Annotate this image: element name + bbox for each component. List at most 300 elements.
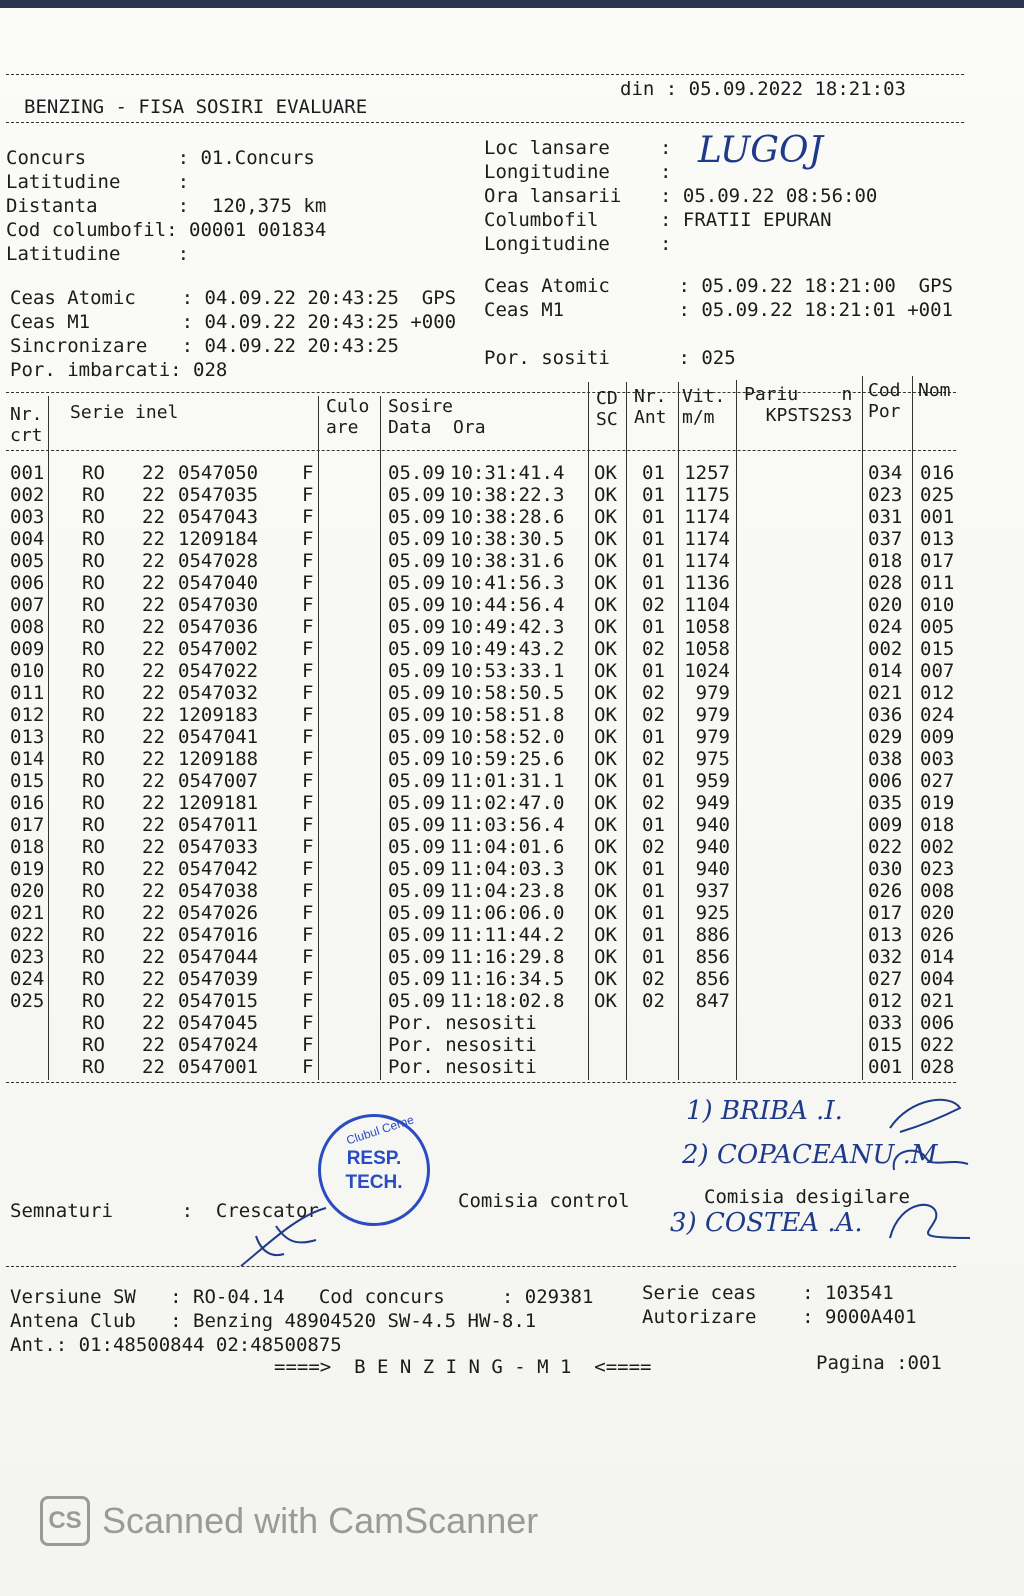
- cell-nom: 027: [920, 770, 955, 792]
- cell-ring: 0547043: [178, 506, 259, 528]
- cell-ring: 0547001: [178, 1056, 259, 1078]
- cell-cd: OK: [594, 946, 617, 968]
- cell-sex: F: [302, 770, 314, 792]
- cell-vit: 940: [695, 858, 730, 880]
- cell-sex: F: [302, 528, 314, 550]
- cell-date: 05.09: [388, 726, 446, 748]
- cell-nr: 001: [10, 462, 45, 484]
- cell-nom: 021: [920, 990, 955, 1012]
- cell-date: 05.09: [388, 550, 446, 572]
- cell-year: 22: [142, 660, 165, 682]
- info-label: Longitudine: [484, 233, 610, 255]
- cell-cod: 030: [868, 858, 903, 880]
- cell-country: RO: [82, 484, 105, 506]
- cell-ring: 0547033: [178, 836, 259, 858]
- cell-ant: 02: [642, 748, 665, 770]
- cell-date: Por. nesositi: [388, 1034, 537, 1056]
- cell-country: RO: [82, 704, 105, 726]
- cell-date: 05.09: [388, 946, 446, 968]
- cell-time: 10:58:52.0: [450, 726, 565, 748]
- cell-ant: 01: [642, 880, 665, 902]
- cell-date: 05.09: [388, 990, 446, 1012]
- cell-sex: F: [302, 726, 314, 748]
- cell-ant: 02: [642, 792, 665, 814]
- cell-country: RO: [82, 594, 105, 616]
- cell-date: Por. nesositi: [388, 1056, 537, 1078]
- cell-vit: 979: [695, 704, 730, 726]
- cell-country: RO: [82, 638, 105, 660]
- cell-ring: 0547044: [178, 946, 259, 968]
- cell-nom: 004: [920, 968, 955, 990]
- cell-cod: 002: [868, 638, 903, 660]
- cell-ant: 01: [642, 726, 665, 748]
- cell-nom: 011: [920, 572, 955, 594]
- cell-ring: 0547011: [178, 814, 259, 836]
- cell-nom: 023: [920, 858, 955, 880]
- header-sosire: Sosire Data Ora: [388, 396, 486, 438]
- cell-sex: F: [302, 1012, 314, 1034]
- column-divider: [912, 376, 913, 1080]
- cell-cd: OK: [594, 484, 617, 506]
- cell-time: 10:38:31.6: [450, 550, 565, 572]
- cell-date: 05.09: [388, 682, 446, 704]
- cell-ring: 0547026: [178, 902, 259, 924]
- cell-country: RO: [82, 792, 105, 814]
- cell-ring: 0547050: [178, 462, 259, 484]
- cell-date: 05.09: [388, 836, 446, 858]
- cell-nr: 010: [10, 660, 45, 682]
- cell-nr: 009: [10, 638, 45, 660]
- clock-info-right: [484, 274, 953, 370]
- cell-time: 10:53:33.1: [450, 660, 565, 682]
- cell-sex: F: [302, 814, 314, 836]
- cell-vit: 1175: [684, 484, 730, 506]
- header-nr-ant: Nr. Ant: [634, 386, 667, 428]
- cell-sex: F: [302, 484, 314, 506]
- cell-year: 22: [142, 484, 165, 506]
- cell-year: 22: [142, 1012, 165, 1034]
- clock-line: Ceas M1 : 04.09.22 20:43:25 +000: [10, 311, 457, 333]
- cell-sex: F: [302, 660, 314, 682]
- cell-nr: 020: [10, 880, 45, 902]
- cell-time: 10:49:43.2: [450, 638, 565, 660]
- cell-nom: 010: [920, 594, 955, 616]
- cell-country: RO: [82, 1012, 105, 1034]
- cell-nom: 028: [920, 1056, 955, 1078]
- cell-vit: 940: [695, 814, 730, 836]
- cell-year: 22: [142, 682, 165, 704]
- cell-ant: 01: [642, 902, 665, 924]
- cell-year: 22: [142, 462, 165, 484]
- cell-date: 05.09: [388, 792, 446, 814]
- cell-sex: F: [302, 748, 314, 770]
- cell-cod: 034: [868, 462, 903, 484]
- header-culoare: Culo are: [326, 396, 370, 438]
- cell-date: 05.09: [388, 572, 446, 594]
- cell-cod: 022: [868, 836, 903, 858]
- cell-time: 10:38:28.6: [450, 506, 565, 528]
- cell-country: RO: [82, 858, 105, 880]
- header-serie-inel: Serie inel: [70, 402, 179, 423]
- cell-year: 22: [142, 836, 165, 858]
- footer-antenna: Antena Club : Benzing 48904520 SW-4.5 HW-8.1: [10, 1310, 537, 1332]
- contest-info-values: : : : 05.09.22 08:56:00 : FRATII EPURAN :: [660, 137, 878, 255]
- cell-time: 10:58:50.5: [450, 682, 565, 704]
- cell-cd: OK: [594, 814, 617, 836]
- cell-nom: 012: [920, 682, 955, 704]
- cell-time: 11:16:29.8: [450, 946, 565, 968]
- info-line: Distanta : 120,375 km: [6, 195, 327, 217]
- cell-date: 05.09: [388, 902, 446, 924]
- cell-nom: 019: [920, 792, 955, 814]
- stamp-arc-text: Clubul Cerne: [344, 1112, 416, 1148]
- cell-date: 05.09: [388, 484, 446, 506]
- cell-nr: 004: [10, 528, 45, 550]
- table-header-border: [6, 450, 956, 451]
- cell-nom: 001: [920, 506, 955, 528]
- cell-nr: 011: [10, 682, 45, 704]
- cell-nom: 007: [920, 660, 955, 682]
- cell-country: RO: [82, 836, 105, 858]
- cell-time: 11:01:31.1: [450, 770, 565, 792]
- clock-line: [484, 322, 953, 346]
- info-line: Concurs : 01.Concurs: [6, 147, 315, 169]
- cell-year: 22: [142, 858, 165, 880]
- info-label: Longitudine: [484, 161, 610, 183]
- cell-year: 22: [142, 594, 165, 616]
- cell-vit: 940: [695, 836, 730, 858]
- cell-nr: 018: [10, 836, 45, 858]
- cell-time: 10:31:41.4: [450, 462, 565, 484]
- cell-ant: 01: [642, 924, 665, 946]
- cell-nr: 021: [10, 902, 45, 924]
- scan-edge: [0, 0, 1024, 8]
- document-page: [0, 8, 1024, 1596]
- cell-date: 05.09: [388, 814, 446, 836]
- cell-cod: 006: [868, 770, 903, 792]
- cell-nr: 016: [10, 792, 45, 814]
- cell-cod: 037: [868, 528, 903, 550]
- cell-vit: 979: [695, 682, 730, 704]
- cell-sex: F: [302, 1056, 314, 1078]
- cell-ring: 1209181: [178, 792, 259, 814]
- cell-time: 10:58:51.8: [450, 704, 565, 726]
- cell-sex: F: [302, 462, 314, 484]
- cell-cd: OK: [594, 638, 617, 660]
- cell-nr: 005: [10, 550, 45, 572]
- cell-cd: OK: [594, 968, 617, 990]
- cell-country: RO: [82, 660, 105, 682]
- column-divider: [48, 396, 49, 1080]
- cell-nom: 002: [920, 836, 955, 858]
- cell-nr: 003: [10, 506, 45, 528]
- cell-time: 11:02:47.0: [450, 792, 565, 814]
- cell-vit: 1104: [684, 594, 730, 616]
- header-vit: Vit. m/m: [682, 386, 726, 428]
- cell-country: RO: [82, 682, 105, 704]
- cell-ant: 01: [642, 770, 665, 792]
- cell-date: 05.09: [388, 770, 446, 792]
- cell-vit: 856: [695, 946, 730, 968]
- separator: [6, 74, 964, 75]
- cell-year: 22: [142, 1034, 165, 1056]
- cell-sex: F: [302, 550, 314, 572]
- header-pariu: Pariu n KPSTS2S3: [744, 384, 853, 426]
- cell-year: 22: [142, 572, 165, 594]
- header-cd-sc: CD SC: [596, 388, 618, 430]
- header-nr-crt: Nr. crt: [10, 404, 43, 446]
- camscanner-icon: CS: [40, 1496, 90, 1546]
- cell-cd: OK: [594, 682, 617, 704]
- cell-date: 05.09: [388, 528, 446, 550]
- cell-year: 22: [142, 770, 165, 792]
- cell-nom: 025: [920, 484, 955, 506]
- handwritten-signatory-2: 2) COPACEANU .M: [682, 1140, 938, 1170]
- cell-time: 11:04:23.8: [450, 880, 565, 902]
- cell-ring: 0547015: [178, 990, 259, 1012]
- cell-nom: 005: [920, 616, 955, 638]
- cell-cod: 012: [868, 990, 903, 1012]
- cell-cod: 020: [868, 594, 903, 616]
- cell-ring: 0547042: [178, 858, 259, 880]
- cell-cd: OK: [594, 660, 617, 682]
- footer-device: ====> B E N Z I N G - M 1 <====: [274, 1356, 652, 1378]
- cell-cd: OK: [594, 748, 617, 770]
- cell-vit: 937: [695, 880, 730, 902]
- cell-vit: 959: [695, 770, 730, 792]
- cell-ring: 0547024: [178, 1034, 259, 1056]
- cell-ant: 01: [642, 550, 665, 572]
- watermark-text: Scanned with CamScanner: [102, 1500, 539, 1541]
- cell-ring: 0547039: [178, 968, 259, 990]
- cell-nom: 026: [920, 924, 955, 946]
- cell-vit: 1024: [684, 660, 730, 682]
- cell-country: RO: [82, 616, 105, 638]
- cell-date: 05.09: [388, 748, 446, 770]
- info-label: Loc lansare: [484, 137, 610, 159]
- stamp-line-2: TECH.: [345, 1172, 403, 1193]
- cell-year: 22: [142, 990, 165, 1012]
- cell-nom: 006: [920, 1012, 955, 1034]
- cell-vit: 886: [695, 924, 730, 946]
- info-line: Latitudine :: [6, 171, 190, 193]
- page-number: Pagina :001: [816, 1352, 942, 1374]
- cell-cod: 033: [868, 1012, 903, 1034]
- cell-nr: 013: [10, 726, 45, 748]
- cell-sex: F: [302, 924, 314, 946]
- cell-ant: 01: [642, 660, 665, 682]
- cell-year: 22: [142, 946, 165, 968]
- cell-sex: F: [302, 792, 314, 814]
- footer-clock-serial: Serie ceas : 103541: [642, 1282, 894, 1304]
- cell-time: 10:59:25.6: [450, 748, 565, 770]
- cell-time: 10:38:22.3: [450, 484, 565, 506]
- cell-cod: 014: [868, 660, 903, 682]
- cell-year: 22: [142, 902, 165, 924]
- cell-country: RO: [82, 902, 105, 924]
- cell-sex: F: [302, 638, 314, 660]
- fancier-name: FRATII EPURAN: [682, 209, 832, 231]
- cell-time: 10:38:30.5: [450, 528, 565, 550]
- cell-sex: F: [302, 968, 314, 990]
- cell-ring: 0547035: [178, 484, 259, 506]
- footer-separator: [6, 1266, 956, 1267]
- handwritten-location: LUGOJ: [698, 130, 823, 171]
- cell-year: 22: [142, 748, 165, 770]
- cell-sex: F: [302, 506, 314, 528]
- cell-country: RO: [82, 572, 105, 594]
- cell-date: Por. nesositi: [388, 1012, 537, 1034]
- cell-ant: 02: [642, 968, 665, 990]
- cell-year: 22: [142, 506, 165, 528]
- cell-nr: 014: [10, 748, 45, 770]
- cell-cod: 031: [868, 506, 903, 528]
- footer-antennas: Ant.: 01:48500844 02:48500875: [10, 1334, 342, 1356]
- contest-info-left: [6, 146, 326, 266]
- cell-sex: F: [302, 682, 314, 704]
- cell-nom: 013: [920, 528, 955, 550]
- comisia-control-label: Comisia control: [458, 1190, 630, 1212]
- cell-nr: 012: [10, 704, 45, 726]
- cell-cd: OK: [594, 594, 617, 616]
- cell-year: 22: [142, 726, 165, 748]
- cell-sex: F: [302, 858, 314, 880]
- cell-time: 11:04:01.6: [450, 836, 565, 858]
- committee-signatures: [880, 1088, 980, 1268]
- cell-nr: 019: [10, 858, 45, 880]
- cell-year: 22: [142, 1056, 165, 1078]
- cell-time: 10:44:56.4: [450, 594, 565, 616]
- cell-year: 22: [142, 704, 165, 726]
- cell-sex: F: [302, 902, 314, 924]
- cell-sex: F: [302, 572, 314, 594]
- cell-vit: 1174: [684, 550, 730, 572]
- cell-time: 11:06:06.0: [450, 902, 565, 924]
- clock-line: Ceas Atomic : 05.09.22 18:21:00 GPS: [484, 275, 953, 297]
- cell-ant: 01: [642, 506, 665, 528]
- header-nom: Nom: [918, 380, 951, 401]
- cell-time: 11:03:56.4: [450, 814, 565, 836]
- cell-sex: F: [302, 616, 314, 638]
- cell-country: RO: [82, 924, 105, 946]
- cell-nom: 018: [920, 814, 955, 836]
- cell-nom: 014: [920, 946, 955, 968]
- column-divider: [862, 376, 863, 1080]
- cell-sex: F: [302, 1034, 314, 1056]
- cell-cd: OK: [594, 924, 617, 946]
- cell-cd: OK: [594, 462, 617, 484]
- cell-ant: 01: [642, 484, 665, 506]
- cell-date: 05.09: [388, 616, 446, 638]
- cell-cod: 013: [868, 924, 903, 946]
- cell-vit: 979: [695, 726, 730, 748]
- column-divider: [380, 396, 381, 1080]
- cell-sex: F: [302, 594, 314, 616]
- cell-date: 05.09: [388, 660, 446, 682]
- cell-time: 10:49:42.3: [450, 616, 565, 638]
- footer-authorization: Autorizare : 9000A401: [642, 1306, 917, 1328]
- cell-cod: 017: [868, 902, 903, 924]
- cell-year: 22: [142, 924, 165, 946]
- cell-ant: 02: [642, 594, 665, 616]
- cell-ant: 02: [642, 682, 665, 704]
- cell-nom: 003: [920, 748, 955, 770]
- table-bottom-border: [6, 1082, 956, 1083]
- cell-year: 22: [142, 638, 165, 660]
- cell-ring: 0547036: [178, 616, 259, 638]
- cell-ring: 0547032: [178, 682, 259, 704]
- cell-year: 22: [142, 550, 165, 572]
- cell-nr: 024: [10, 968, 45, 990]
- cell-ring: 1209188: [178, 748, 259, 770]
- report-title: BENZING - FISA SOSIRI EVALUARE: [24, 96, 368, 118]
- cell-date: 05.09: [388, 462, 446, 484]
- cell-year: 22: [142, 528, 165, 550]
- cell-cd: OK: [594, 770, 617, 792]
- cell-country: RO: [82, 748, 105, 770]
- cell-cd: OK: [594, 528, 617, 550]
- cell-cd: OK: [594, 616, 617, 638]
- cell-country: RO: [82, 770, 105, 792]
- cell-cd: OK: [594, 726, 617, 748]
- cell-ring: 1209184: [178, 528, 259, 550]
- column-divider: [626, 382, 627, 1080]
- cell-time: 11:11:44.2: [450, 924, 565, 946]
- cell-ring: 0547007: [178, 770, 259, 792]
- camscanner-watermark: [40, 1496, 538, 1546]
- cell-vit: 975: [695, 748, 730, 770]
- cell-cod: 023: [868, 484, 903, 506]
- cell-vit: 1136: [684, 572, 730, 594]
- cell-cd: OK: [594, 550, 617, 572]
- cell-nr: 017: [10, 814, 45, 836]
- info-label: Columbofil: [484, 209, 599, 231]
- cell-cod: 036: [868, 704, 903, 726]
- cell-cd: OK: [594, 792, 617, 814]
- cell-cd: OK: [594, 836, 617, 858]
- cell-vit: 1174: [684, 528, 730, 550]
- cell-country: RO: [82, 968, 105, 990]
- cell-cd: OK: [594, 902, 617, 924]
- cell-cod: 015: [868, 1034, 903, 1056]
- cell-sex: F: [302, 836, 314, 858]
- cell-cod: 028: [868, 572, 903, 594]
- cell-vit: 1174: [684, 506, 730, 528]
- cell-ring: 0547045: [178, 1012, 259, 1034]
- clock-line: Sincronizare : 04.09.22 20:43:25: [10, 335, 399, 357]
- cell-cd: OK: [594, 858, 617, 880]
- report-date: din : 05.09.2022 18:21:03: [620, 78, 906, 100]
- cell-ant: 02: [642, 638, 665, 660]
- cell-ant: 01: [642, 858, 665, 880]
- column-divider: [588, 382, 589, 1080]
- cell-country: RO: [82, 726, 105, 748]
- cell-nr: 007: [10, 594, 45, 616]
- cell-ant: 01: [642, 528, 665, 550]
- cell-cod: 027: [868, 968, 903, 990]
- cell-ring: 0547022: [178, 660, 259, 682]
- cell-time: 11:04:03.3: [450, 858, 565, 880]
- cell-nom: 009: [920, 726, 955, 748]
- cell-nr: 022: [10, 924, 45, 946]
- cell-country: RO: [82, 990, 105, 1012]
- cell-ring: 0547016: [178, 924, 259, 946]
- cell-country: RO: [82, 880, 105, 902]
- cell-country: RO: [82, 506, 105, 528]
- cell-ant: 01: [642, 616, 665, 638]
- cell-cod: 009: [868, 814, 903, 836]
- cell-date: 05.09: [388, 858, 446, 880]
